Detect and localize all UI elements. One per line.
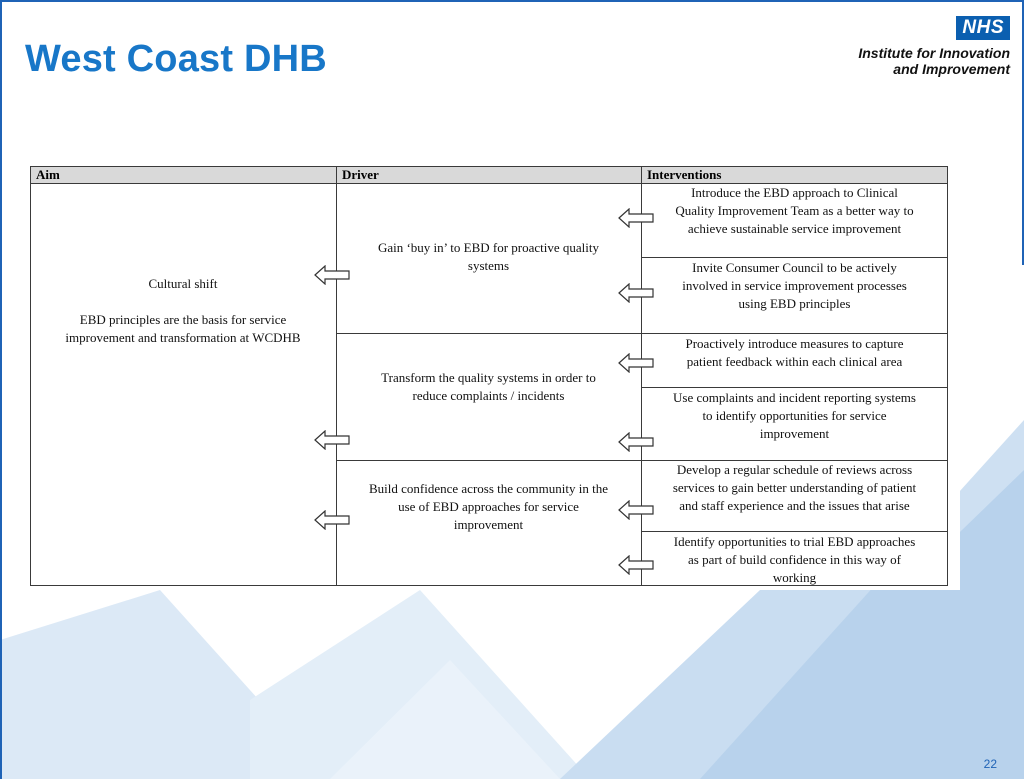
arrow-left-icon <box>314 265 350 285</box>
driver-3-line-1: Build confidence across the community in the <box>369 481 608 496</box>
arrow-left-icon <box>314 510 350 530</box>
arrow-left-icon <box>618 353 654 373</box>
header-interventions: Interventions <box>641 166 948 183</box>
grid-line <box>641 531 948 532</box>
slide-title: West Coast DHB <box>25 38 327 80</box>
intervention-6-line-2: as part of build confidence in this way of <box>688 552 901 567</box>
arrow-left-icon <box>618 432 654 452</box>
arrow-left-icon <box>618 500 654 520</box>
nhs-logo-mark: NHS <box>956 16 1010 40</box>
intervention-4-line-3: improvement <box>759 426 830 441</box>
driver-diagram-table <box>25 163 960 590</box>
intervention-5-line-3: and staff experience and the issues that arise <box>679 498 910 513</box>
arrow-left-icon <box>314 430 350 450</box>
arrow-left-icon <box>618 208 654 228</box>
logo-line-2: and Improvement <box>893 61 1010 77</box>
intervention-5-line-2: services to gain better understanding of patient <box>672 480 917 495</box>
nhs-logo <box>830 16 1010 77</box>
arrow-left-icon <box>618 283 654 303</box>
header-aim: Aim <box>30 166 336 183</box>
slide-frame-top <box>0 0 1024 2</box>
intervention-1-line-2: Quality Improvement Team as a better way to <box>675 203 914 218</box>
grid-line <box>641 257 948 258</box>
aim-line-2: improvement and transformation at WCDHB <box>65 330 301 345</box>
driver-2-line-1: Transform the quality systems in order to <box>381 370 596 385</box>
intervention-2-line-3: using EBD principles <box>738 296 851 311</box>
intervention-6-line-3: working <box>772 570 817 585</box>
page-number: 22 <box>983 757 997 771</box>
driver-1-line-2: systems <box>467 258 510 273</box>
intervention-4-line-1: Use complaints and incident reporting systems <box>673 390 916 405</box>
header-driver: Driver <box>336 166 641 183</box>
grid-line <box>641 387 948 388</box>
driver-2-line-2: reduce complaints / incidents <box>412 388 565 403</box>
intervention-6-line-1: Identify opportunities to trial EBD approaches <box>673 534 916 549</box>
arrow-left-icon <box>618 555 654 575</box>
table-body <box>30 166 948 586</box>
intervention-1-line-3: achieve sustainable service improvement <box>687 221 902 236</box>
grid-line <box>336 333 948 334</box>
aim-line-1: EBD principles are the basis for service <box>79 312 287 327</box>
grid-line <box>30 166 948 167</box>
driver-3-line-2: use of EBD approaches for service <box>398 499 579 514</box>
intervention-2-line-1: Invite Consumer Council to be actively <box>692 260 897 275</box>
logo-line-1: Institute for Innovation <box>858 45 1010 61</box>
grid-line <box>30 166 31 586</box>
intervention-5-line-1: Develop a regular schedule of reviews across <box>676 462 913 477</box>
driver-3-line-3: improvement <box>453 517 524 532</box>
intervention-3-line-1: Proactively introduce measures to capture <box>685 336 904 351</box>
intervention-1-line-1: Introduce the EBD approach to Clinical <box>691 185 898 200</box>
aim-heading: Cultural shift <box>148 276 218 291</box>
intervention-4-line-2: to identify opportunities for service <box>702 408 887 423</box>
driver-1-line-1: Gain ‘buy in’ to EBD for proactive quality <box>377 240 600 255</box>
intervention-3-line-2: patient feedback within each clinical area <box>686 354 903 369</box>
intervention-2-line-2: involved in service improvement processes <box>682 278 907 293</box>
slide-frame-left <box>0 0 2 779</box>
